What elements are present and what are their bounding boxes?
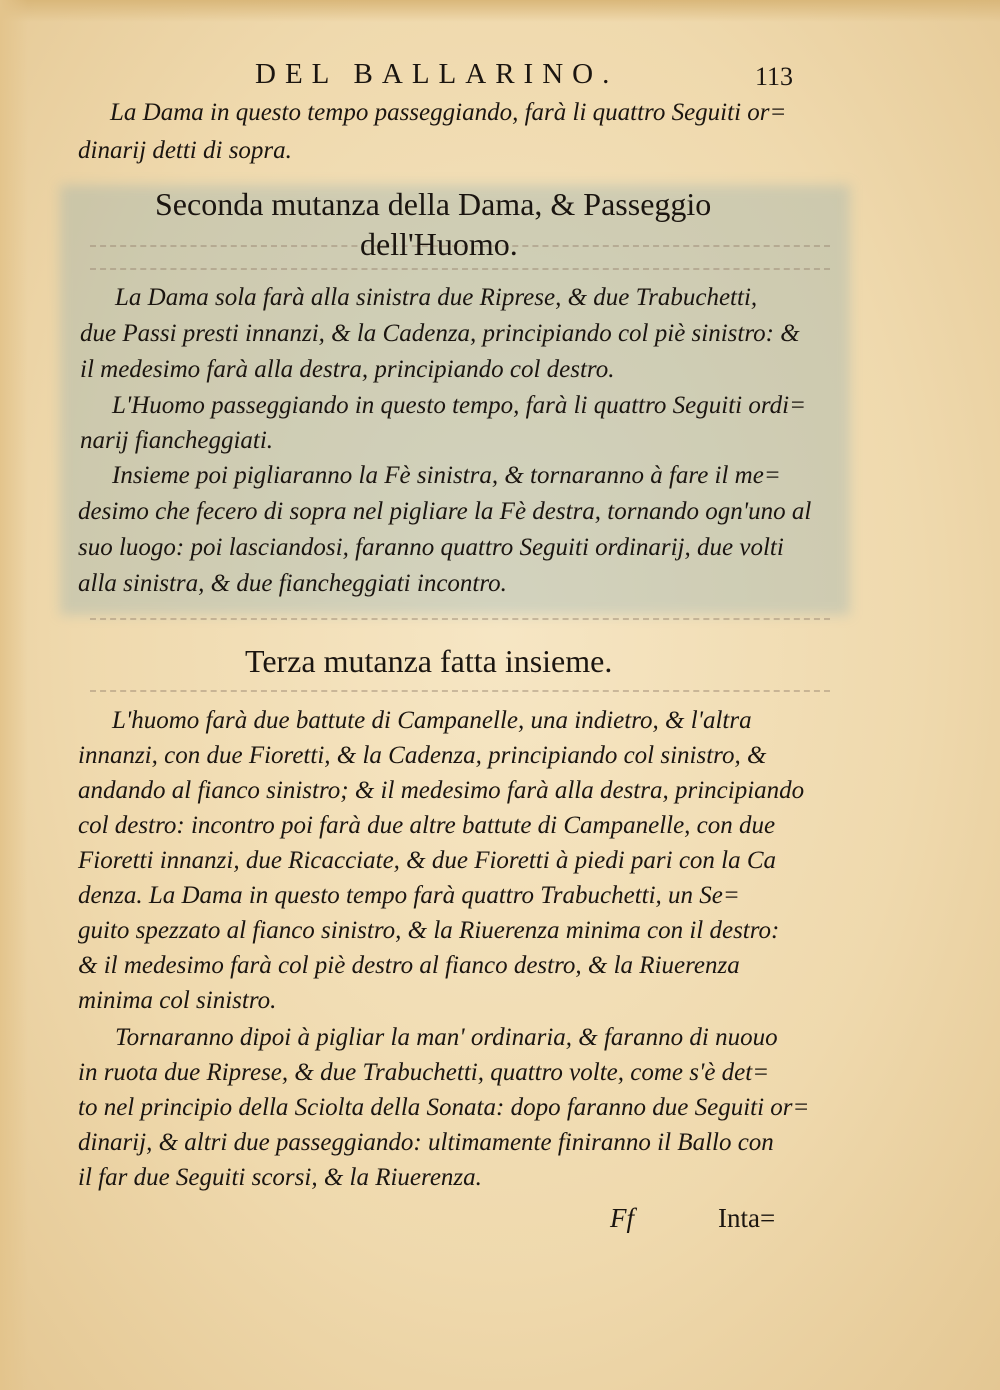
text-line: denza. La Dama in questo tempo farà quattro Trabuchetti, un Se= xyxy=(78,882,740,909)
text-line: to nel principio della Sciolta della Sonata: dopo faranno due Seguiti or= xyxy=(78,1094,810,1121)
text-line: desimo che fecero di sopra nel pigliare la Fè destra, tornando ogn'uno al xyxy=(78,498,812,525)
text-line: il far due Seguiti scorsi, & la Riuerenza. xyxy=(78,1164,482,1191)
text-line: L'huomo farà due battute di Campanelle, una indietro, & l'altra xyxy=(112,707,752,734)
text-line: col destro: incontro poi farà due altre battute di Campanelle, con due xyxy=(78,812,776,839)
page-number: 113 xyxy=(755,62,794,91)
text-line: innanzi, con due Fioretti, & la Cadenza, principiando col sinistro, & xyxy=(78,742,767,769)
text-line: il medesimo farà alla destra, principiando col destro. xyxy=(80,356,615,383)
faint-rule xyxy=(90,690,830,692)
text-line: in ruota due Riprese, & due Trabuchetti, quattro volte, come s'è det= xyxy=(78,1059,770,1086)
text-line: Insieme poi pigliaranno la Fè sinistra, & tornaranno à fare il me= xyxy=(112,462,781,489)
page-edge-left xyxy=(0,0,28,1390)
text-line: suo luogo: poi lasciandosi, faranno quattro Seguiti ordinarij, due volti xyxy=(78,534,784,561)
text-line: & il medesimo farà col piè destro al fianco destro, & la Riuerenza xyxy=(78,952,740,979)
text-line: Fioretti innanzi, due Ricacciate, & due Fioretti à piedi pari con la Ca xyxy=(78,847,777,874)
text-line: dinarij detti di sopra. xyxy=(78,137,292,164)
catchword: Inta= xyxy=(718,1203,776,1233)
page-edge-top xyxy=(0,0,1000,22)
section-heading: dell'Huomo. xyxy=(360,226,518,262)
faint-rule xyxy=(90,268,830,270)
text-line: L'Huomo passeggiando in questo tempo, farà li quattro Seguiti ordi= xyxy=(112,392,806,419)
signature-mark: Ff xyxy=(610,1203,634,1233)
text-line: narij fiancheggiati. xyxy=(80,427,274,454)
running-head: DEL BALLARINO. xyxy=(255,58,619,90)
text-line: Tornaranno dipoi à pigliar la man' ordinaria, & faranno di nuouo xyxy=(115,1024,778,1051)
text-line: minima col sinistro. xyxy=(78,987,277,1014)
section-heading: Seconda mutanza della Dama, & Passeggio xyxy=(155,186,712,222)
text-line: andando al fianco sinistro; & il medesimo farà alla destra, principiando xyxy=(78,777,805,804)
faint-rule xyxy=(90,618,830,620)
text-line: guito spezzato al fianco sinistro, & la Riuerenza minima con il destro: xyxy=(78,917,780,944)
text-line: La Dama sola farà alla sinistra due Riprese, & due Trabuchetti, xyxy=(115,284,758,311)
text-line: dinarij, & altri due passeggiando: ultimamente finiranno il Ballo con xyxy=(78,1129,774,1156)
text-line: La Dama in questo tempo passeggiando, farà li quattro Seguiti or= xyxy=(110,99,787,126)
text-line: due Passi presti innanzi, & la Cadenza, principiando col piè sinistro: & xyxy=(80,320,800,347)
section-heading: Terza mutanza fatta insieme. xyxy=(245,643,613,679)
text-line: alla sinistra, & due fiancheggiati incontro. xyxy=(78,570,507,597)
